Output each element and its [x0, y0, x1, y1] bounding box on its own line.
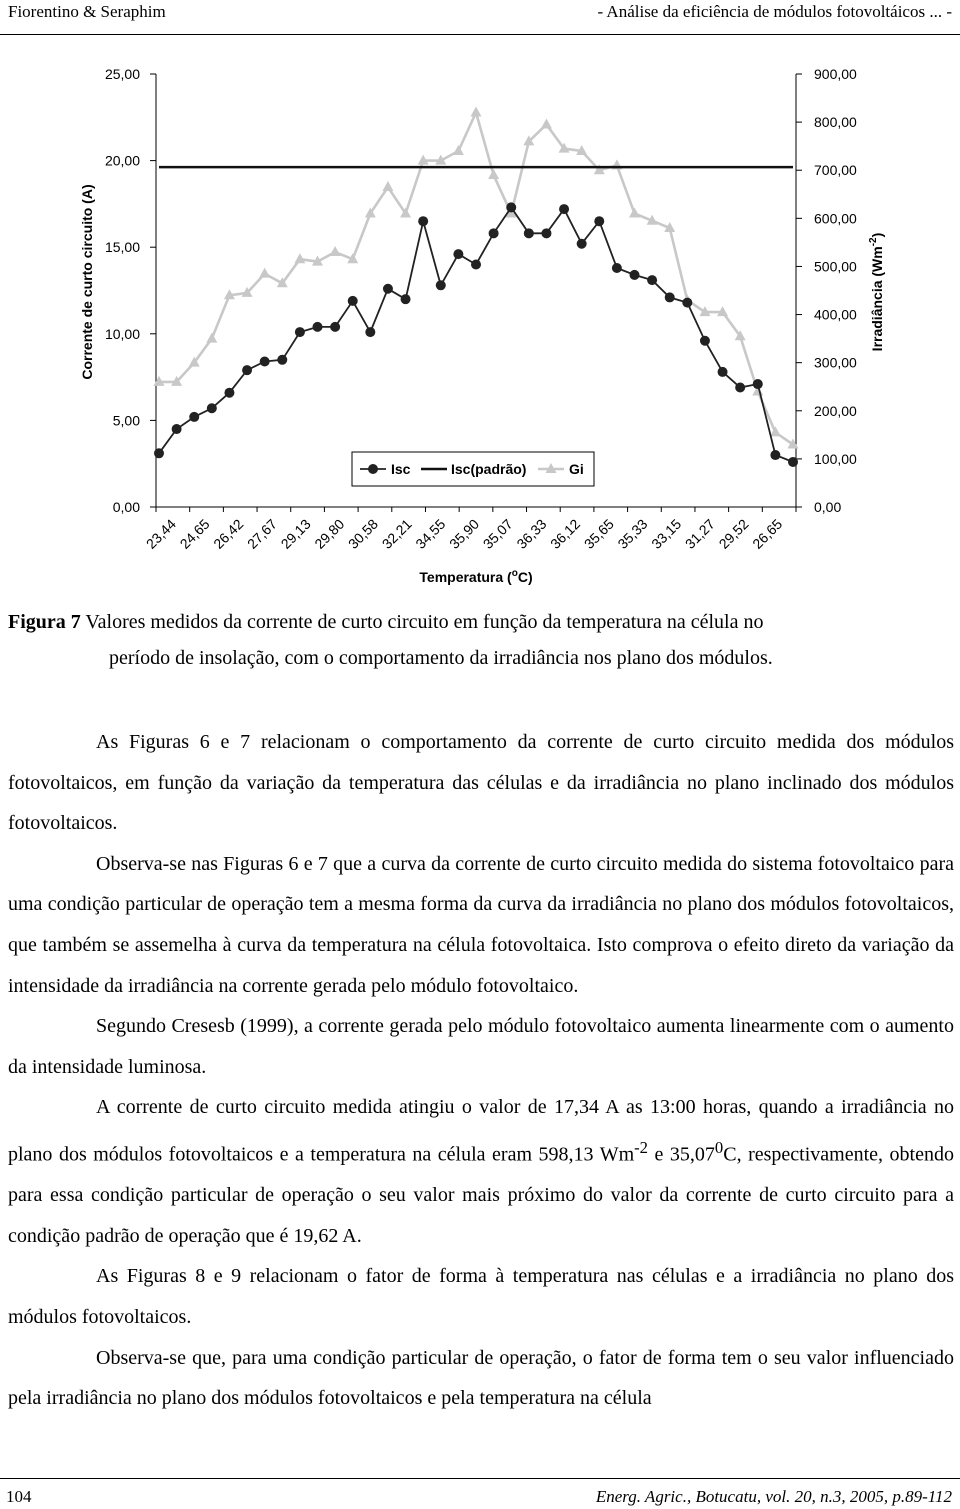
caption-label: Figura 7 [8, 611, 81, 633]
right-tick-label: 100,00 [814, 450, 857, 467]
isc-point [682, 298, 692, 308]
isc-point [277, 355, 287, 365]
gi-point [453, 145, 464, 155]
isc-point [577, 239, 587, 249]
gi-point [770, 426, 781, 436]
y-left-axis-title: Corrente de curto circuito (A) [79, 184, 95, 380]
legend-isc-marker [368, 464, 378, 474]
isc-point [330, 322, 340, 332]
isc-point [524, 228, 534, 238]
left-tick-label: 25,00 [104, 66, 140, 82]
gi-point [629, 208, 640, 218]
header-title: - Análise da eficiência de módulos fotovoltáicos ... - [597, 2, 952, 21]
left-tick-label: 5,00 [112, 412, 140, 429]
isc-point [770, 450, 780, 460]
isc-point [453, 249, 463, 259]
isc-point [207, 403, 217, 413]
chart-series [154, 106, 799, 466]
legend-isc-label: Isc [391, 461, 411, 477]
x-tick-label: 31,27 [681, 515, 718, 552]
paragraph-4-sup-2: 0 [714, 1137, 724, 1157]
gi-point [330, 246, 341, 256]
isc-point [471, 260, 481, 270]
paragraph-2: Observa-se nas Figuras 6 e 7 que a curva da corrente de curto circuito medida do sistema fotovoltaico para uma condição particular de operação tem a mesma forma da curva da irradiância no plano dos módulos fotovoltaicos, que também se assemelha à curva da temperatura na célula fotovoltaica. Isto comprova o efeito direto da variação da intensidade da irradiância na corrente gerada pelo módulo fotovoltaico. [8, 852, 954, 997]
isc-point [224, 388, 234, 398]
right-tick-label: 200,00 [814, 402, 857, 419]
x-tick-label: 23,44 [142, 515, 179, 552]
x-tick-label: 36,33 [513, 515, 550, 552]
right-tick-label: 800,00 [814, 114, 857, 131]
right-tick-label: 0,00 [814, 499, 842, 515]
isc-point [242, 365, 252, 375]
isc-point [401, 294, 411, 304]
right-tick-label: 600,00 [814, 210, 857, 227]
isc-point [295, 327, 305, 337]
gi-point [206, 333, 217, 343]
isc-point [541, 228, 551, 238]
page-number: 104 [6, 1487, 32, 1506]
left-tick-label: 10,00 [104, 325, 140, 342]
isc-point [647, 275, 657, 285]
isc-point [735, 382, 745, 392]
gi-point [488, 169, 499, 179]
paragraph-6: Observa-se que, para uma condição particular de operação, o fator de forma tem o seu valor influenciado pela irradiância no plano dos módulos fotovoltaicos e pela temperatura na célula [8, 1346, 954, 1410]
isc-point [436, 280, 446, 290]
x-tick-label: 27,67 [243, 515, 281, 552]
x-tick-label: 35,65 [580, 515, 617, 552]
isc-point [665, 292, 675, 302]
page-header [0, 0, 960, 35]
paragraph-4-sup-1: -2 [634, 1137, 648, 1157]
isc-point [418, 216, 428, 226]
right-tick-label: 700,00 [814, 162, 857, 179]
caption-line1: Valores medidos da corrente de curto circuito em função da temperatura na célula no [80, 611, 764, 633]
isc-point [154, 448, 164, 458]
right-tick-label: 400,00 [814, 306, 857, 323]
x-tick-label: 24,65 [176, 515, 213, 552]
gi-point [788, 438, 799, 448]
right-tick-label: 500,00 [814, 258, 857, 275]
isc-point [718, 367, 728, 377]
paragraph-3: Segundo Cresesb (1999), a corrente gerada pelo módulo fotovoltaico aumenta linearmente com o aumento da intensidade luminosa. [8, 1015, 954, 1078]
x-tick-label: 29,80 [311, 515, 348, 552]
isc-series-line [159, 207, 793, 462]
x-tick-label: 30,58 [344, 515, 382, 552]
x-tick-label: 34,55 [412, 515, 449, 552]
gi-point [541, 119, 552, 129]
journal-citation: Energ. Agric., Botucatu, vol. 20, n.3, 2005, p.89-112 [595, 1487, 952, 1506]
paragraph-4-a: A corrente de curto circuito medida atingiu o valor de 17,34 A as 13:00 horas, quando a irradiância no plano dos módulos fotovoltaicos e a temperatura na célula eram 598,13 Wm [8, 1096, 954, 1166]
right-tick-label: 300,00 [814, 354, 857, 371]
x-tick-label: 35,07 [479, 515, 516, 552]
gi-point [294, 253, 305, 263]
x-tick-label: 26,65 [749, 515, 786, 552]
paragraph-4-b: e 35,07 [648, 1143, 715, 1166]
x-tick-label: 26,42 [210, 515, 247, 552]
legend-gi-label: Gi [569, 461, 584, 477]
body-text [8, 722, 954, 1419]
x-tick-label: 29,13 [277, 515, 314, 552]
paragraph-4-c: C, respectivamente, obtendo para essa condição particular de operação o seu valor mais próximo do valor da corrente de curto circuito para a condição padrão de operação que é 19,62 A. [8, 1143, 954, 1247]
caption-line2: período de insolação, com o comportamento da irradiância nos plano dos módulos. [109, 647, 773, 669]
paragraph-1: As Figuras 6 e 7 relacionam o comportamento da corrente de curto circuito medida dos módulos fotovoltaicos, em função da variação da temperatura das células e da irradiância no plano inclinado dos módulos fotovoltaicos. [8, 731, 954, 835]
gi-point [382, 181, 393, 191]
y-right-axis-title: Irradiância $(Wm^{-2})$ [868, 232, 885, 352]
page-footer [0, 1478, 960, 1509]
x-tick-label: 35,90 [446, 515, 483, 552]
isc-point [383, 284, 393, 294]
header-authors: Fiorentino & Seraphim [8, 2, 166, 21]
chart-legend [352, 452, 594, 486]
figure-7-chart [0, 52, 960, 597]
left-tick-label: 20,00 [104, 152, 140, 169]
gi-point [471, 106, 482, 116]
isc-point [172, 424, 182, 434]
x-axis-title: Temperatura ($^o$C) [419, 568, 533, 585]
x-tick-label: 33,15 [648, 515, 685, 552]
isc-point [700, 336, 710, 346]
x-tick-label: 29,52 [715, 515, 752, 552]
isc-point [260, 357, 270, 367]
isc-point [630, 270, 640, 280]
isc-point [594, 216, 604, 226]
right-tick-label: 900,00 [814, 66, 857, 82]
left-tick-label: 0,00 [112, 499, 140, 515]
x-tick-label: 36,12 [547, 515, 584, 552]
paragraph-5: As Figuras 8 e 9 relacionam o fator de forma à temperatura nas células e a irradiância no plano dos módulos fotovoltaicos. [8, 1265, 954, 1328]
isc-point [612, 263, 622, 273]
isc-point [313, 322, 323, 332]
isc-point [559, 204, 569, 214]
isc-point [348, 296, 358, 306]
isc-point [189, 412, 199, 422]
x-tick-label: 35,33 [614, 515, 651, 552]
legend-isc-padrao-label: Isc(padrão) [451, 461, 527, 477]
gi-series-line [159, 113, 793, 445]
paragraph-4 [8, 1087, 954, 1256]
isc-point [753, 379, 763, 389]
figure-caption [8, 604, 956, 676]
isc-point [365, 327, 375, 337]
gi-point [259, 268, 270, 278]
isc-point [489, 228, 499, 238]
isc-point [788, 457, 798, 467]
left-tick-label: 15,00 [104, 239, 140, 256]
x-tick-label: 32,21 [378, 515, 415, 552]
isc-point [506, 202, 516, 212]
